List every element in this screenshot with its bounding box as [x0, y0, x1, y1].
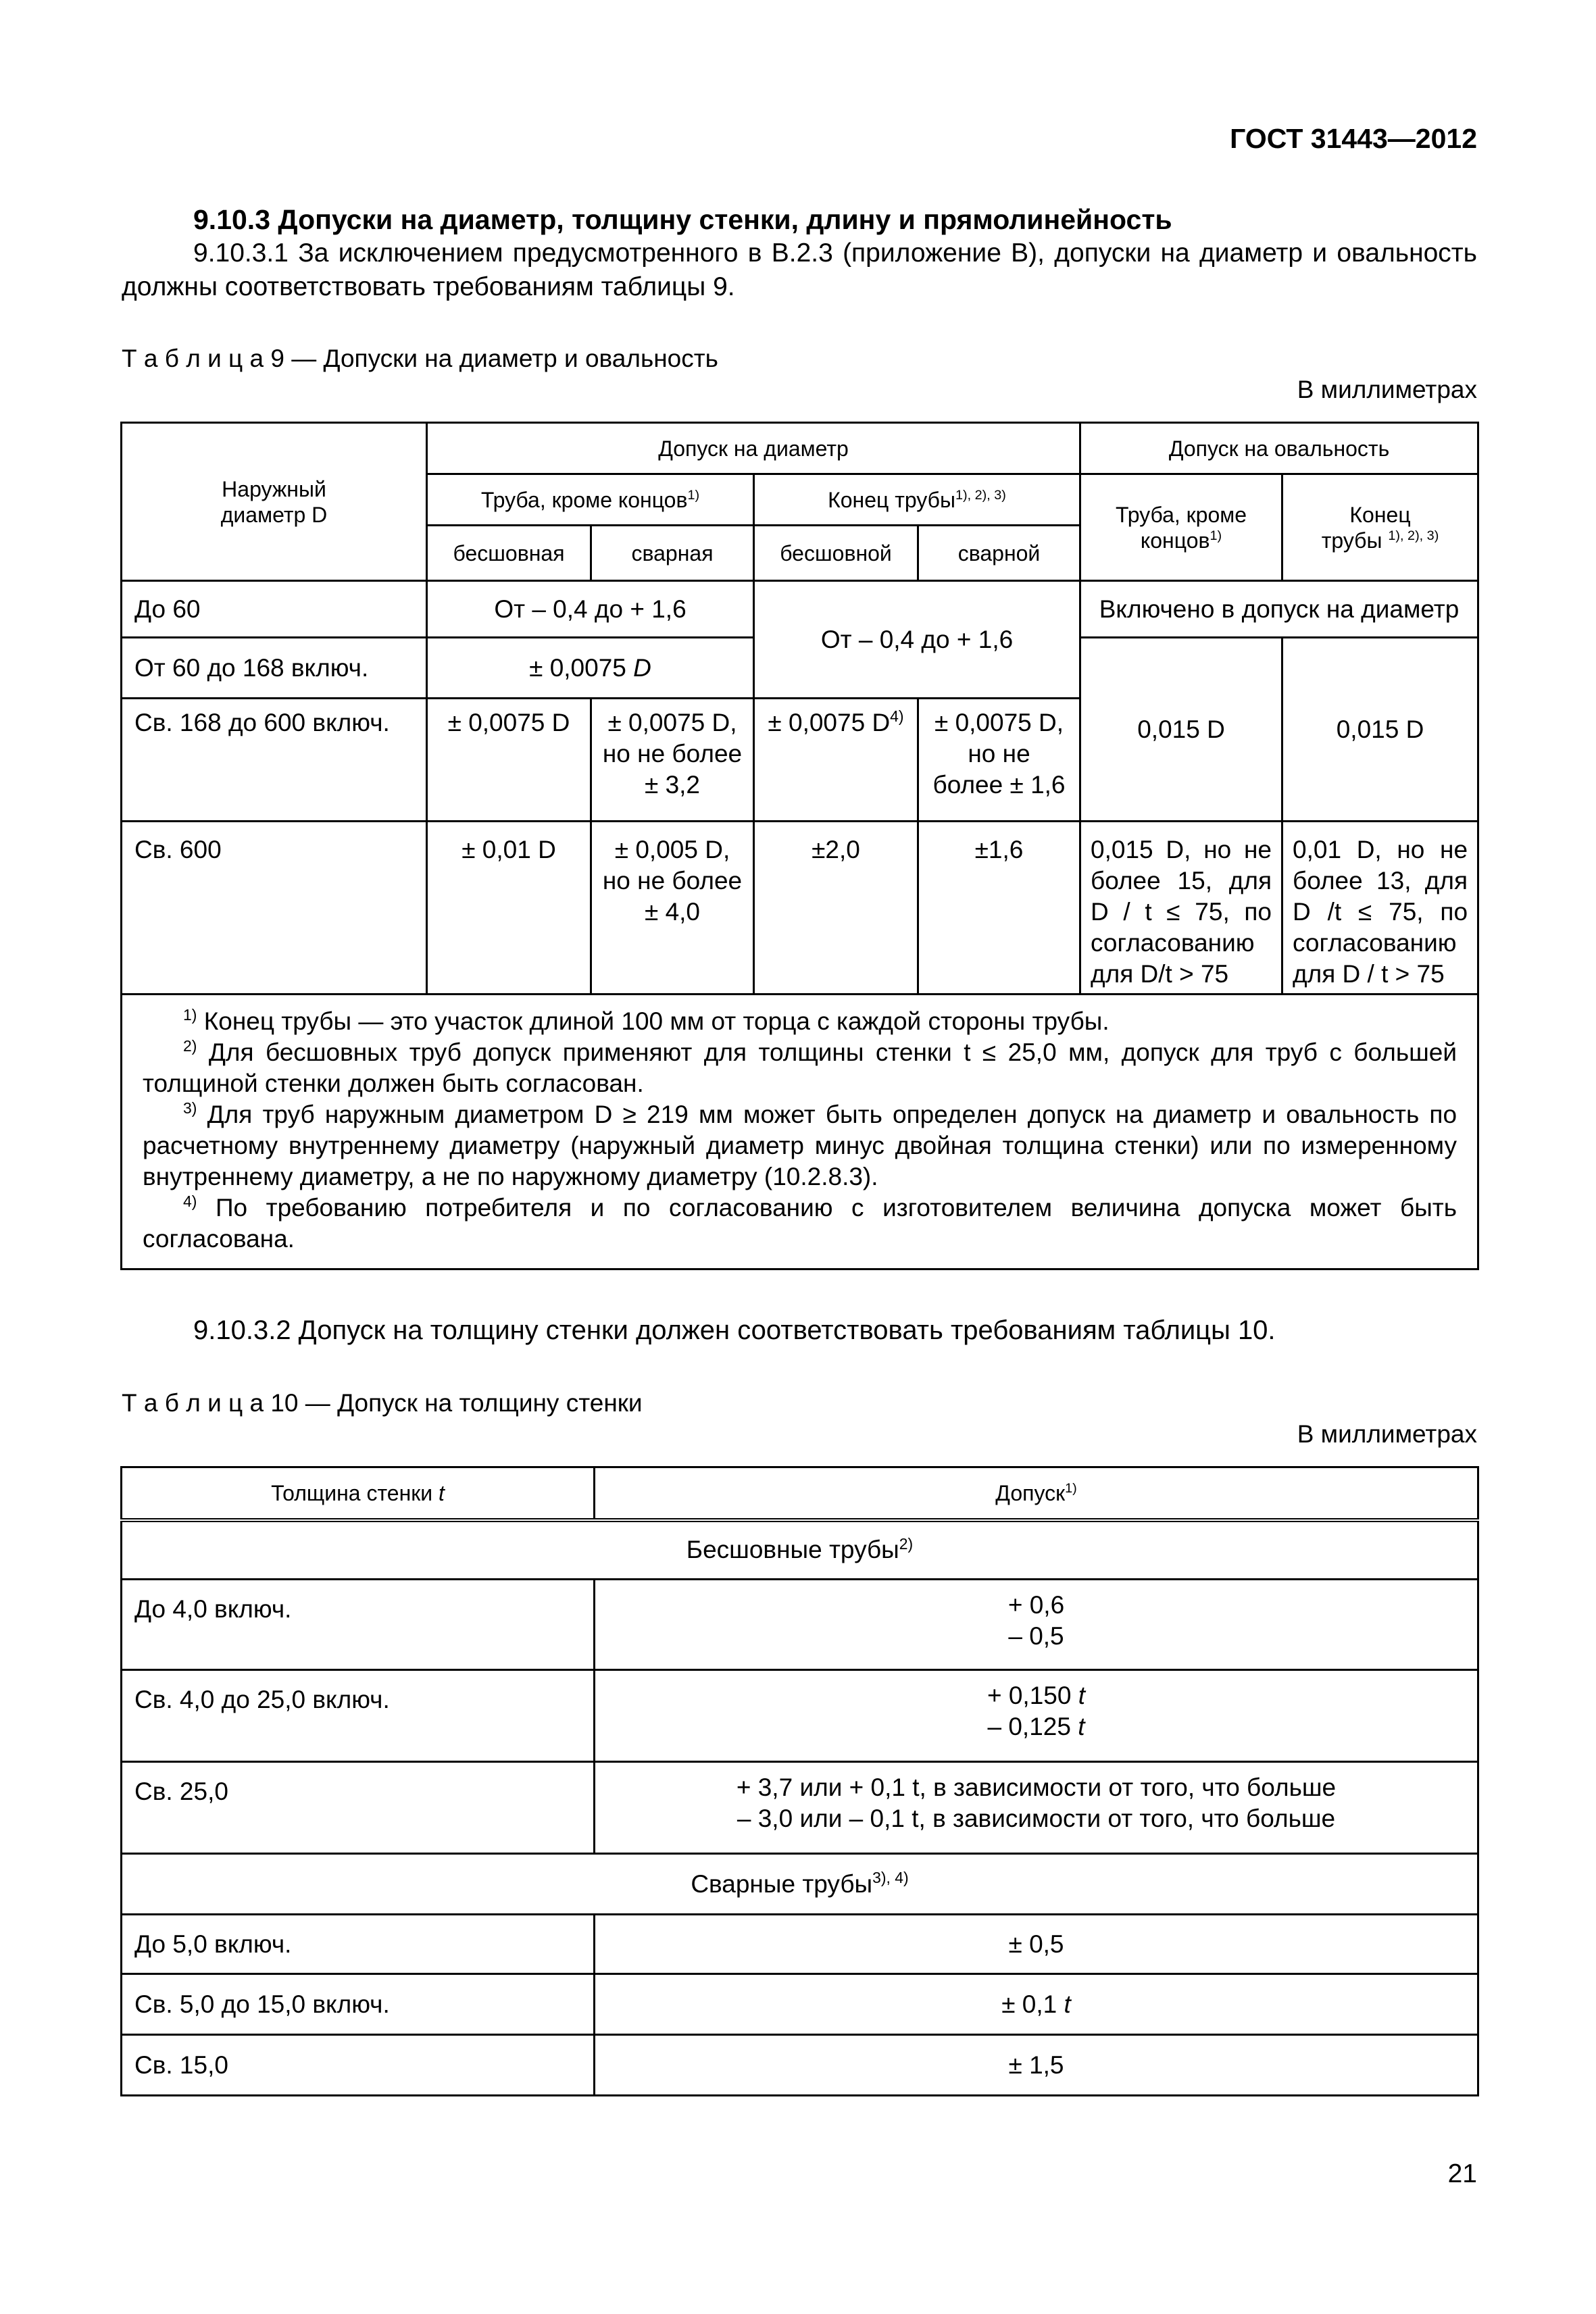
row-label: Св. 168 до 600 включ.	[122, 699, 427, 822]
table9-units: В миллиметрах	[1297, 376, 1477, 403]
table-cell: ± 0,5	[595, 1915, 1478, 1974]
header-outer-diameter: Наружный диаметр D	[122, 423, 427, 581]
table-cell: ± 1,5	[595, 2035, 1478, 2096]
table-cell: ±1,6	[918, 822, 1080, 995]
footnote-1: $^{1)}$ Конец трубы — это участок длиной 100 мм от торца с каждой стороны трубы.	[183, 1006, 1109, 1035]
footnote-3: $^{3)}$ Для труб наружным диаметром D ≥ 219 мм может быть определен допуск на диаметр и овальность по расчетному внутреннему диаметру (наружный диаметр минус двойная толщина стенки) или по измеренному внутреннему диаметру, а не по наружному диаметру (10.2.8.3).	[143, 1099, 1457, 1190]
row-label: Св. 15,0	[122, 2035, 595, 2096]
table-cell: ± 0,0075 $D^{4)}$	[754, 699, 918, 822]
group-seamless: Бесшовные трубы$^{2)}$	[122, 1520, 1478, 1580]
table-cell: ± 0,0075 D, но не более ± 3,2	[591, 699, 754, 822]
table-cell: 0,015 D	[1080, 638, 1282, 822]
table-row	[122, 1762, 1478, 1854]
table-row	[122, 1670, 1478, 1762]
table10-caption: Т а б л и ц а 10 — Допуск на толщину стенки	[122, 1389, 643, 1417]
table-9	[120, 422, 1479, 1270]
table-cell: ± 0,01 D	[427, 822, 591, 995]
header-pipe-end: Конец трубы$^{1), 2), 3)}$	[754, 474, 1080, 526]
table-cell: + 3,7 или + 0,1 t, в зависимости от того, что больше – 3,0 или – 0,1 t, в зависимости от того, что больше	[595, 1762, 1478, 1854]
table9-footnotes	[122, 995, 1478, 1269]
paragraph-9-10-3-1: 9.10.3.1 За исключением предусмотренного в В.2.3 (приложение В), допуски на диаметр и овальность должны соответствовать требованиям таблицы 9.	[122, 238, 1477, 301]
document-code: ГОСТ 31443—2012	[1230, 123, 1477, 154]
header-oval-pipe-except-ends: Труба, кроме концов$^{1)}$	[1080, 474, 1282, 581]
row-label: Св. 4,0 до 25,0 включ.	[122, 1670, 595, 1762]
header-welded-end: сварной	[918, 526, 1080, 581]
row-label: Св. 600	[122, 822, 427, 995]
table-cell: От – 0,4 до + 1,6	[427, 581, 754, 638]
section-heading: 9.10.3 Допуски на диаметр, толщину стенки, длину и прямолинейность	[193, 204, 1172, 235]
table-cell: Включено в допуск на диаметр	[1080, 581, 1478, 638]
row-label: До 4,0 включ.	[122, 1580, 595, 1670]
table-cell: От – 0,4 до + 1,6	[754, 581, 1080, 699]
header-wall-thickness: Толщина стенки t	[122, 1467, 595, 1520]
table-cell: ±2,0	[754, 822, 918, 995]
group-welded: Сварные трубы$^{3), 4)}$	[122, 1854, 1478, 1915]
table-cell: ± 0,1 t	[595, 1974, 1478, 2035]
table-cell: ± 0,0075 D	[427, 638, 754, 699]
header-ovality-tolerance: Допуск на овальность	[1080, 423, 1478, 474]
header-tolerance: Допуск$^{1)}$	[595, 1467, 1478, 1520]
table-10	[120, 1466, 1479, 2096]
table-cell: 0,015 D, но не более 15, для D / t ≤ 75, по согласованию для D/t > 75	[1080, 822, 1282, 995]
table-cell: + 0,6 – 0,5	[595, 1580, 1478, 1670]
row-label: Св. 5,0 до 15,0 включ.	[122, 1974, 595, 2035]
table-row	[122, 1915, 1478, 1974]
table10-units: В миллиметрах	[1297, 1420, 1477, 1448]
table-cell: ± 0,005 D, но не более ± 4,0	[591, 822, 754, 995]
table-cell: ± 0,0075 D, но не более ± 1,6	[918, 699, 1080, 822]
footnote-2: $^{2)}$ Для бесшовных труб допуск применяют для толщины стенки t ≤ 25,0 мм, допуск для труб с большей толщиной стенки должен быть согласован.	[143, 1037, 1457, 1097]
row-label: До 60	[122, 581, 427, 638]
header-pipe-except-ends: Труба, кроме концов$^{1)}$	[427, 474, 754, 526]
table9-caption: Т а б л и ц а 9 — Допуски на диаметр и овальность	[122, 345, 718, 372]
table-row	[122, 1580, 1478, 1670]
table-cell: 0,01 D, но не более 13, для D /t ≤ 75, по согласованию для D / t > 75	[1282, 822, 1478, 995]
row-label: Св. 25,0	[122, 1762, 595, 1854]
header-diameter-tolerance: Допуск на диаметр	[427, 423, 1080, 474]
table-cell: 0,015 D	[1282, 638, 1478, 822]
header-seamless-end: бесшовной	[754, 526, 918, 581]
table-row	[122, 2035, 1478, 2096]
table-cell: ± 0,0075 D	[427, 699, 591, 822]
table-row	[122, 1974, 1478, 2035]
footnote-4: $^{4)}$ По требованию потребителя и по согласованию с изготовителем величина допуска может быть согласована.	[143, 1192, 1457, 1253]
row-label: До 5,0 включ.	[122, 1915, 595, 1974]
header-seamless: бесшовная	[427, 526, 591, 581]
paragraph-9-10-3-2: 9.10.3.2 Допуск на толщину стенки должен соответствовать требованиям таблицы 10.	[193, 1315, 1276, 1345]
row-label: От 60 до 168 включ.	[122, 638, 427, 699]
header-oval-pipe-end: Конец трубы $^{1), 2), 3)}$	[1282, 474, 1478, 581]
table-cell: + 0,150 t – 0,125 t	[595, 1670, 1478, 1762]
page-number: 21	[1447, 2159, 1477, 2188]
header-welded: сварная	[591, 526, 754, 581]
